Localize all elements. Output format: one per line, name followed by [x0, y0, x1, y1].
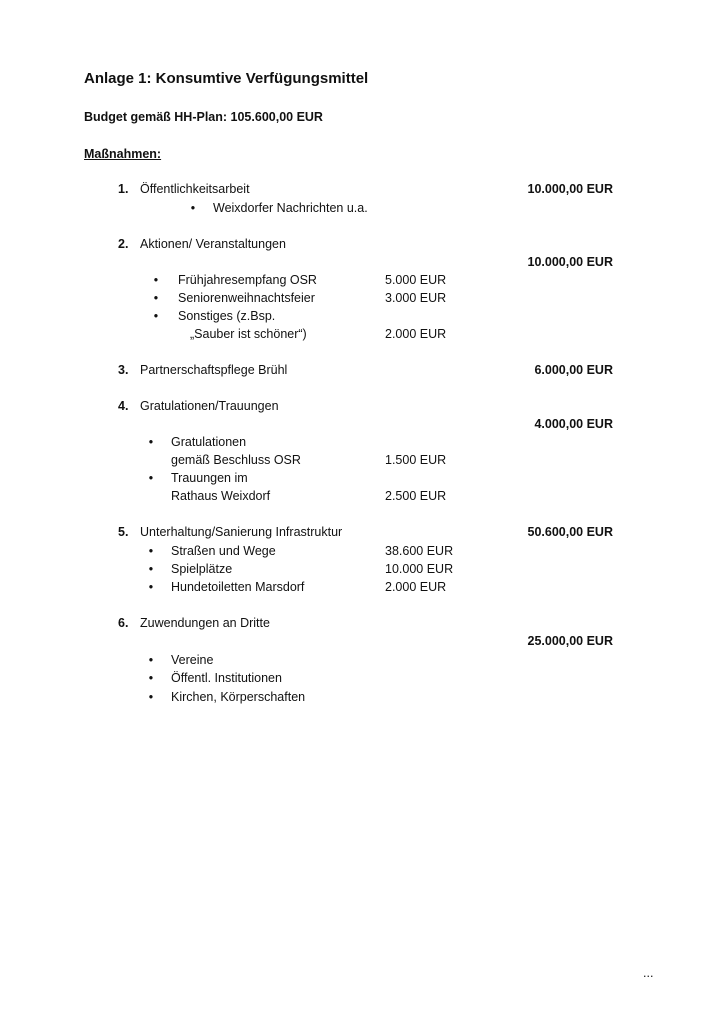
page-continuation-marker: ... — [643, 966, 654, 980]
item-amount: 2.500 EUR — [385, 489, 447, 503]
bullet-icon: • — [153, 309, 159, 323]
list-item: Sonstiges (z.Bsp. — [178, 309, 276, 323]
bullet-icon: • — [148, 690, 154, 704]
section-number: 3. — [118, 363, 129, 377]
section-title: Gratulationen/Trauungen — [140, 399, 279, 413]
list-item-continuation: Rathaus Weixdorf — [171, 489, 271, 503]
list-item-continuation: gemäß Beschluss OSR — [171, 453, 301, 467]
list-item: Spielplätze — [171, 562, 233, 576]
budget-label: Budget gemäß HH-Plan: 105.600,00 EUR — [84, 110, 323, 124]
section-number: 1. — [118, 182, 129, 196]
section-title: Unterhaltung/Sanierung Infrastruktur — [140, 525, 343, 539]
item-amount: 10.000 EUR — [385, 562, 454, 576]
bullet-icon: • — [148, 580, 154, 594]
list-item: Hundetoiletten Marsdorf — [171, 580, 305, 594]
bullet-icon: • — [148, 435, 154, 449]
page-title: Anlage 1: Konsumtive Verfügungsmittel — [84, 70, 369, 87]
section-title: Aktionen/ Veranstaltungen — [140, 237, 286, 251]
item-amount: 1.500 EUR — [385, 453, 447, 467]
section-number: 2. — [118, 237, 129, 251]
bullet-icon: • — [148, 653, 154, 667]
list-item: Öffentl. Institutionen — [171, 671, 282, 685]
bullet-icon: • — [148, 671, 154, 685]
section-number: 5. — [118, 525, 129, 539]
section-total: 10.000,00 EUR — [527, 255, 613, 269]
section-total: 10.000,00 EUR — [527, 182, 613, 196]
list-item: Kirchen, Körperschaften — [171, 690, 306, 704]
section-number: 4. — [118, 399, 129, 413]
section-number: 6. — [118, 616, 129, 630]
bullet-icon: • — [148, 562, 154, 576]
bullet-icon: • — [148, 544, 154, 558]
bullet-icon: • — [153, 273, 159, 287]
section-total: 50.600,00 EUR — [527, 525, 613, 539]
section-total: 6.000,00 EUR — [534, 363, 613, 377]
bullet-icon: • — [153, 291, 159, 305]
bullet-icon: • — [190, 201, 196, 215]
measures-heading: Maßnahmen: — [84, 147, 162, 161]
bullet-icon: • — [148, 471, 154, 485]
list-item: Straßen und Wege — [171, 544, 276, 558]
item-amount: 5.000 EUR — [385, 273, 447, 287]
section-title: Öffentlichkeitsarbeit — [140, 182, 250, 196]
list-item: Trauungen im — [171, 471, 248, 485]
item-amount: 2.000 EUR — [385, 580, 447, 594]
section-total: 25.000,00 EUR — [527, 634, 613, 648]
list-item: Vereine — [171, 653, 214, 667]
list-item: Seniorenweihnachtsfeier — [178, 291, 315, 305]
list-item: Frühjahresempfang OSR — [178, 273, 317, 287]
section-title: Zuwendungen an Dritte — [140, 616, 270, 630]
section-total: 4.000,00 EUR — [534, 417, 613, 431]
list-item: Gratulationen — [171, 435, 247, 449]
list-item-continuation: „Sauber ist schöner“) — [190, 327, 307, 341]
item-amount: 3.000 EUR — [385, 291, 447, 305]
item-amount: 2.000 EUR — [385, 327, 447, 341]
list-item: Weixdorfer Nachrichten u.a. — [213, 201, 368, 215]
section-title: Partnerschaftspflege Brühl — [140, 363, 288, 377]
item-amount: 38.600 EUR — [385, 544, 454, 558]
